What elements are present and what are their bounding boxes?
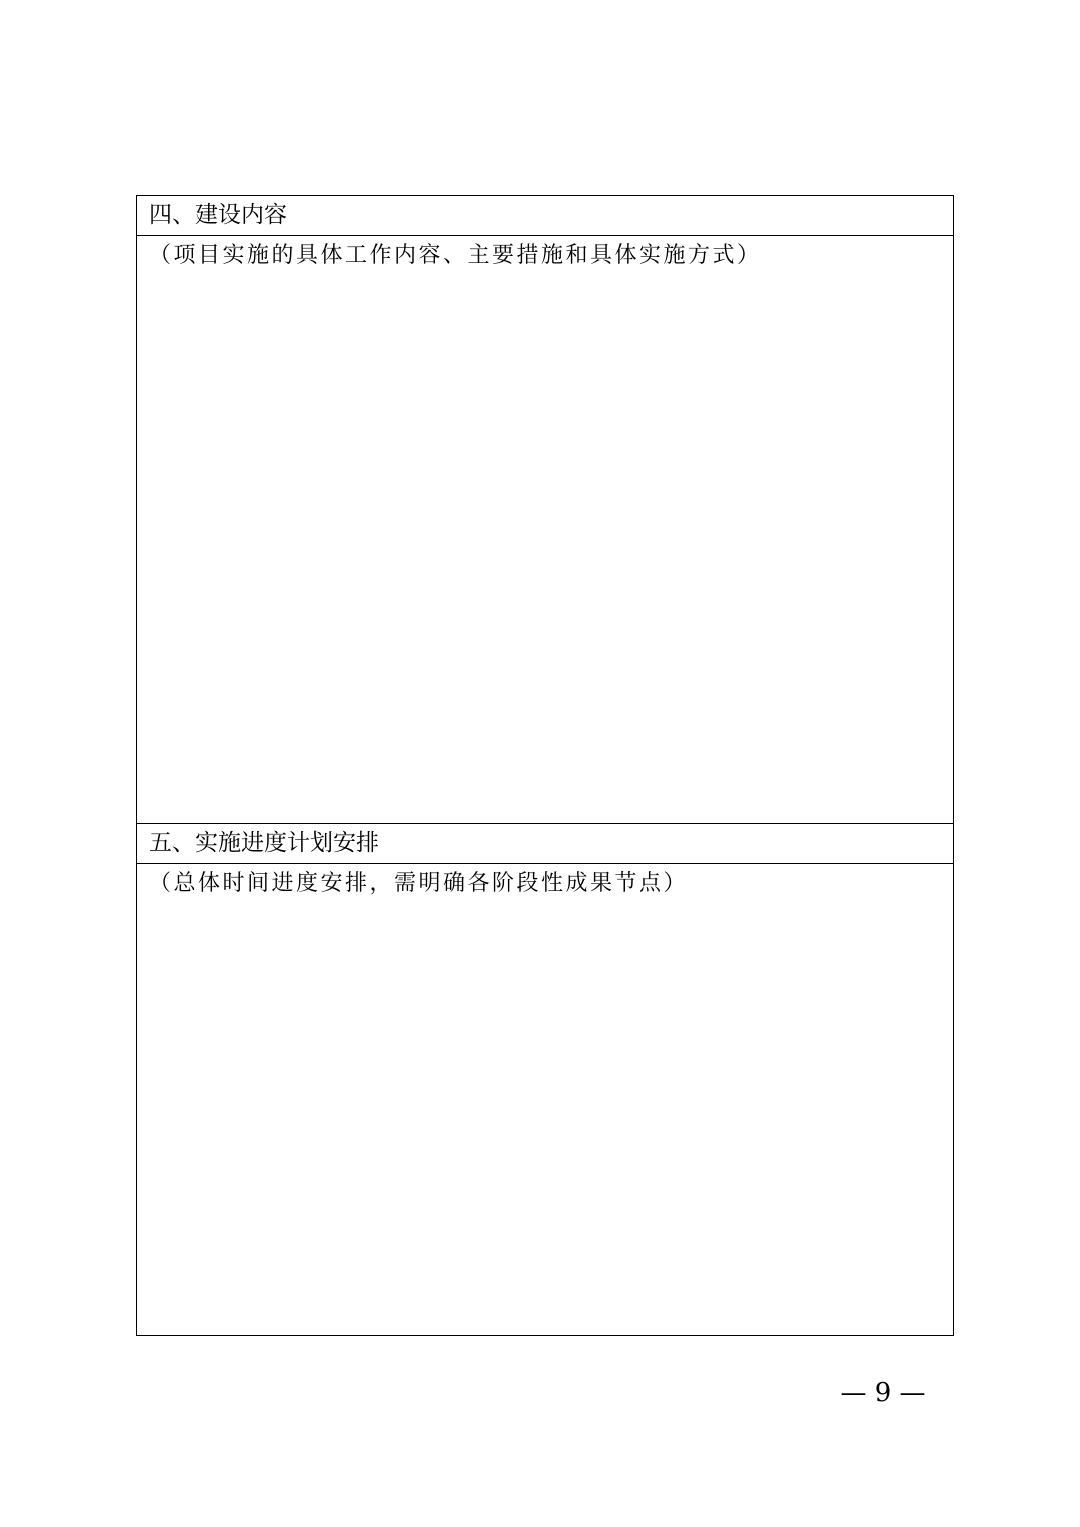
section-schedule-plan xyxy=(137,823,953,1334)
section-title: 四、建设内容 xyxy=(137,196,953,236)
section-construction-content xyxy=(137,196,953,823)
application-form-table xyxy=(136,195,954,1336)
section-hint: （项目实施的具体工作内容、主要措施和具体实施方式） xyxy=(149,243,762,268)
section-hint: （总体时间进度安排，需明确各阶段性成果节点） xyxy=(149,871,689,896)
section-title: 五、实施进度计划安排 xyxy=(137,824,953,864)
page-number: — 9 — xyxy=(840,1378,926,1408)
